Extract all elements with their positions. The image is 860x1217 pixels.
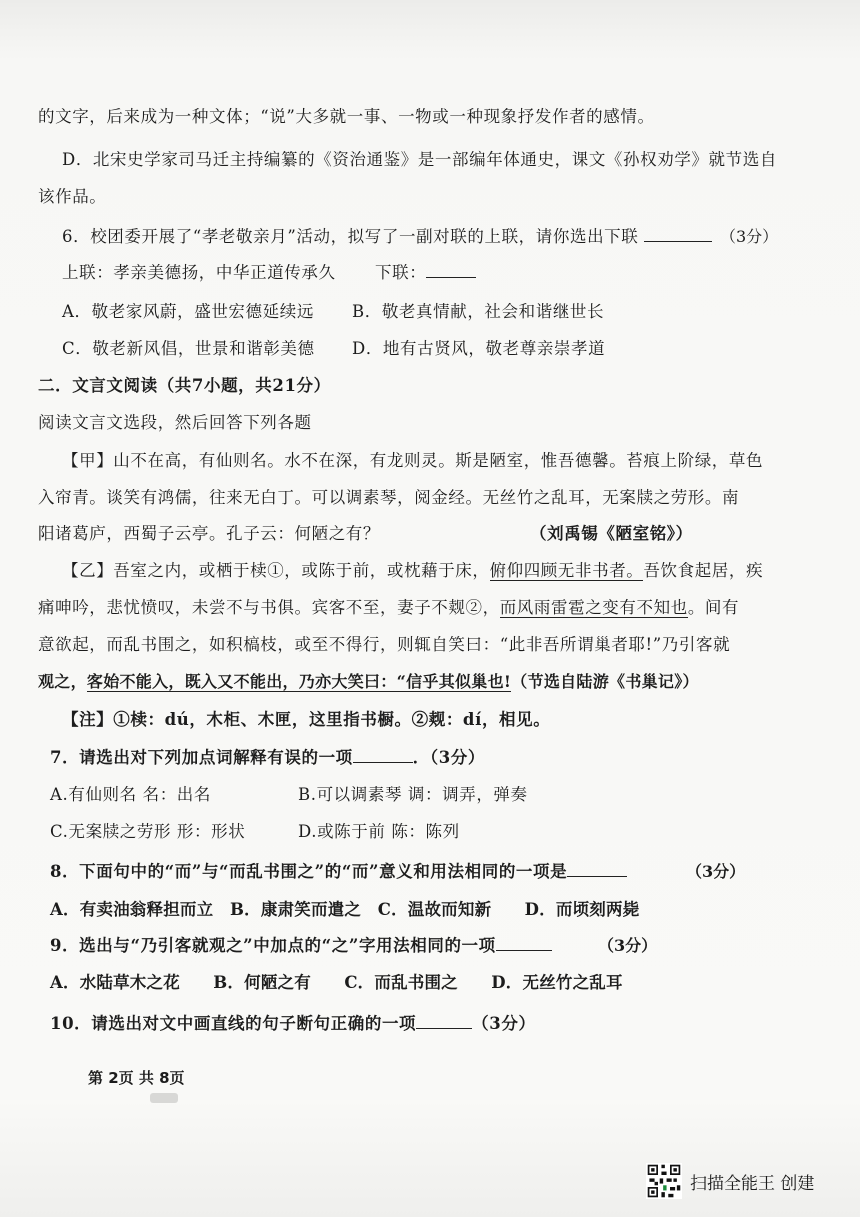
question-6: 6．校团委开展了“孝老敬亲月”活动，拟写了一副对联的上联，请你选出下联 bbox=[62, 226, 712, 248]
q6-option-d: D．地有古贤风，敬老尊亲崇孝道 bbox=[352, 339, 606, 358]
question-8-score: （3分） bbox=[686, 862, 746, 881]
answer-blank bbox=[567, 862, 627, 877]
q8-options: A．有卖油翁释担而立 B．康肃笑而遣之 C．温故而知新 D．而顷刻两毙 bbox=[50, 900, 640, 919]
q7-option-b: B.可以调素琴 调：调弄，弹奏 bbox=[298, 785, 528, 804]
q6-option-b: B．敬老真情献，社会和谐继世长 bbox=[352, 302, 605, 321]
section-heading: 二．文言文阅读（共7小题，共21分） bbox=[38, 376, 331, 395]
answer-blank bbox=[496, 936, 552, 951]
q7-option-c: C.无案牍之劳形 形：形状 bbox=[50, 822, 246, 841]
answer-blank bbox=[353, 748, 413, 763]
question-10: 10．请选出对文中画直线的句子断句正确的一项 （3分） bbox=[50, 1014, 536, 1033]
passage-jia-line: 【甲】山不在高，有仙则名。水不在深，有龙则灵。斯是陋室，惟吾德馨。苔痕上阶绿，草色 bbox=[62, 451, 764, 470]
passage-jia-source: （刘禹锡《陋室铭》） bbox=[530, 524, 693, 543]
couplet-lower: 下联： bbox=[375, 262, 476, 284]
passage-yi-line: 意欲起，而乱书围之，如积槁枝，或至不得行，则辄自笑曰：“此非吾所谓巢者耶!”乃引客就 bbox=[38, 635, 731, 654]
answer-blank bbox=[426, 263, 476, 278]
paragraph-line: 的文字，后来成为一种文体；“说”大多就一事、一物或一种现象抒发作者的感情。 bbox=[38, 107, 655, 126]
option-d-line: D．北宋史学家司马迁主持编纂的《资治通鉴》是一部编年体通史，课文《孙权劝学》就节选自 bbox=[62, 150, 777, 169]
section-instruction: 阅读文言文选段，然后回答下列各题 bbox=[38, 413, 312, 432]
q6-option-c: C．敬老新风倡，世景和谐彰美德 bbox=[62, 339, 315, 358]
question-6-score: （3分） bbox=[720, 227, 779, 246]
question-8: 8．下面句中的“而”与“而乱书围之”的“而”意义和用法相同的一项是 bbox=[50, 861, 627, 883]
answer-blank bbox=[644, 227, 712, 242]
passage-yi-line: 观之，客始不能入，既入又不能出，乃亦大笑曰：“信乎其似巢也!（节选自陆游《书巢记》） bbox=[38, 672, 699, 691]
qr-code-icon bbox=[646, 1163, 682, 1199]
q6-option-a: A．敬老家风蔚，盛世宏德延续远 bbox=[62, 302, 314, 321]
couplet-upper: 上联：孝亲美德扬，中华正道传承久 bbox=[62, 263, 336, 282]
answer-blank bbox=[416, 1014, 472, 1029]
passage-yi-line: 【乙】吾室之内，或栖于椟①，或陈于前，或枕藉于床，俯仰四顾无非书者。吾饮食起居，疾 bbox=[62, 561, 764, 580]
underlined-sentence: 客始不能入，既入又不能出，乃亦大笑曰：“信乎其似巢也! bbox=[86, 672, 512, 691]
underlined-sentence: 俯仰四顾无非书者。 bbox=[489, 561, 644, 580]
passage-jia-line: 入帘青。谈笑有鸿儒，往来无白丁。可以调素琴，阅金经。无丝竹之乱耳，无案牍之劳形。南 bbox=[38, 488, 740, 507]
page-number: 第 2页 共 8页 bbox=[88, 1069, 185, 1087]
question-9-score: （3分） bbox=[598, 936, 658, 955]
annotation-note: 【注】①椟：dú，木柜、木匣，这里指书橱。②觌：dí，相见。 bbox=[62, 710, 551, 729]
underlined-sentence: 而风雨雷雹之变有不知也 bbox=[499, 598, 688, 617]
passage-yi-line: 痛呻吟，悲忧愤叹，未尝不与书俱。宾客不至，妻子不觌②，而风雨雷雹之变有不知也。间有 bbox=[38, 598, 740, 617]
q9-options: A．水陆草木之花 B．何陋之有 C．而乱书围之 D．无丝竹之乱耳 bbox=[50, 973, 623, 992]
watermark-text: 扫描全能王 创建 bbox=[690, 1173, 815, 1194]
passage-jia-line: 阳诸葛庐，西蜀子云亭。孔子云：何陋之有？ bbox=[38, 524, 380, 543]
scanner-watermark bbox=[646, 1163, 814, 1199]
scan-smudge bbox=[150, 1093, 178, 1103]
q7-option-d: D.或陈于前 陈：陈列 bbox=[298, 822, 460, 841]
question-7: 7．请选出对下列加点词解释有误的一项 ．（3分） bbox=[50, 748, 486, 767]
question-9: 9．选出与“乃引客就观之”中加点的“之”字用法相同的一项 bbox=[50, 935, 552, 957]
q7-option-a: A.有仙则名 名：出名 bbox=[50, 785, 212, 804]
paragraph-line: 该作品。 bbox=[38, 187, 107, 206]
